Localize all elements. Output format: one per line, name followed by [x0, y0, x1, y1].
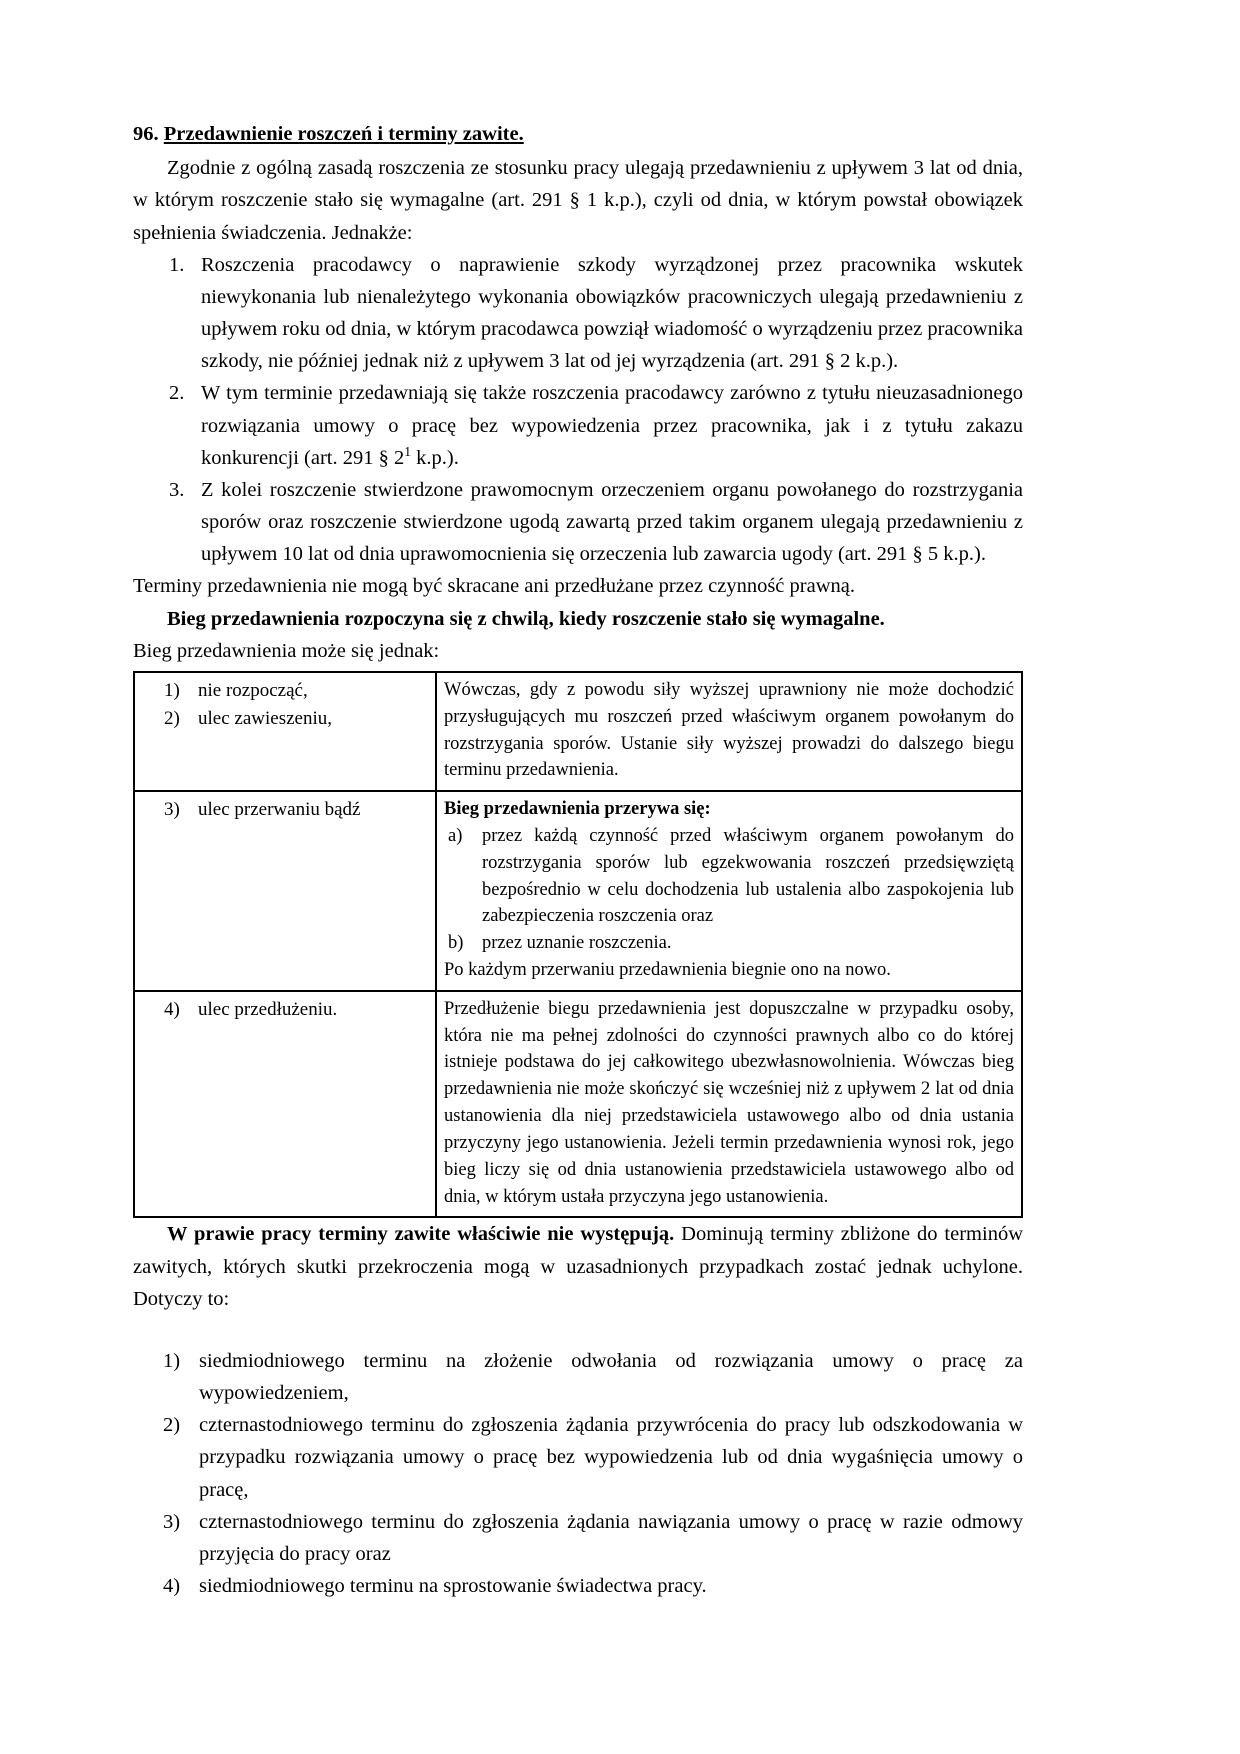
note-however-lead-in: Bieg przedawnienia może się jednak: — [133, 639, 440, 662]
list-marker: 3) — [163, 1510, 181, 1533]
list-marker: 1. — [169, 253, 185, 276]
list-item — [142, 677, 428, 706]
list-item — [133, 1409, 1023, 1506]
intro-paragraph: Zgodnie z ogólną zasadą roszczenia ze stosunku pracy ulegają przedawnieniu z upływem 3 lat od dnia, w którym roszczenie stało się wymagalne (art. 291 § 1 k.p.), czyli od dnia, w którym powstał obowiązek spełnienia świadczenia. Jednakże: — [133, 157, 1023, 244]
list-item — [133, 474, 1023, 571]
table-cell-left — [134, 991, 436, 1218]
heading-title: Przedawnienie roszczeń i terminy zawite. — [163, 123, 524, 145]
list-marker: 1) — [163, 1349, 181, 1372]
cell-closing-note: Po każdym przerwaniu przedawnienia biegnie ono na nowo. — [444, 960, 891, 981]
list-item — [133, 1570, 1023, 1602]
list-marker: a) — [448, 825, 463, 846]
heading-number: 96. — [133, 123, 159, 145]
list-item-text: czternastodniowego terminu do zgłoszenia żądania przywrócenia do pracy lub odszkodowania w przypadku rozwiązania umowy o pracę bez wypowiedzenia lub od dnia wygaśnięcia umowy o pracę, — [199, 1414, 1023, 1501]
table-cell-right — [436, 791, 1022, 991]
list-marker: 2. — [169, 382, 185, 405]
closing-paragraph — [133, 1218, 1023, 1315]
list-marker: 4) — [164, 998, 180, 1020]
table-cell-right — [436, 991, 1022, 1218]
list-item-text: Z kolei roszczenie stwierdzone prawomocnym orzeczeniem organu powołanego do rozstrzygania sporów oraz roszczenie stwierdzone ugodą zawartą przed takim organem ulegają przedawnieniu z upływem 10 lat od dnia uprawomocnienia się orzeczenia lub zawarcia ugody (art. 291 § 5 k.p.). — [201, 478, 1023, 566]
list-item-text: nie rozpocząć, — [198, 679, 308, 701]
table-row — [134, 791, 1022, 991]
list-item — [133, 1345, 1023, 1409]
list-item — [133, 249, 1023, 378]
limitation-effects-table — [133, 671, 1023, 1218]
table-cell-left — [134, 672, 436, 791]
cell-lettered-list — [444, 823, 1014, 957]
list-marker: b) — [448, 933, 464, 954]
list-item — [444, 823, 1014, 930]
closing-bold-lead: W prawie pracy terminy zawite właściwie nie występują. — [167, 1223, 675, 1246]
spacer — [133, 1315, 1023, 1345]
list-item-text-part-b: k.p.). — [411, 446, 459, 469]
list-item-text-part-a: W tym terminie przedawniają się także roszczenia pracodawcy zarówno z tytułu nieuzasadnionego rozwiązania umowy o pracę bez wypowiedzenia przez pracownika, jak i z tytułu zakazu konkurencji (art. 291 § 2 — [201, 382, 1023, 469]
list-item — [142, 705, 428, 734]
table-cell-left — [134, 791, 436, 991]
note-start-of-limitation: Bieg przedawnienia rozpoczyna się z chwilą, kiedy roszczenie stało się wymagalne. — [167, 607, 885, 630]
list-marker: 1) — [164, 679, 180, 701]
list-item-text: siedmiodniowego terminu na złożenie odwołania od rozwiązania umowy o pracę za wypowiedzeniem, — [199, 1349, 1023, 1405]
list-item-text: ulec zawieszeniu, — [198, 708, 332, 730]
list-marker: 2) — [163, 1414, 181, 1437]
table-cell-right — [436, 672, 1022, 791]
cell-item-list — [142, 796, 428, 825]
closing-rest: Dominują terminy zbliżone do terminów zawitych, których skutki przekroczenia mogą w uzasadnionych przypadkach zostać jednak uchylone. Dotyczy to: — [133, 1223, 1023, 1310]
table-row — [134, 991, 1022, 1218]
document-body — [133, 118, 1023, 1602]
superscript-reference: 1 — [404, 443, 412, 459]
list-marker: 3) — [164, 799, 180, 821]
table-row — [134, 672, 1022, 791]
list-item — [444, 930, 1014, 957]
list-marker: 2) — [164, 708, 180, 730]
list-item — [142, 996, 428, 1025]
cell-paragraph: Przedłużenie biegu przedawnienia jest dopuszczalne w przypadku osoby, która nie ma pełnej zdolności do czynności prawnych albo co do której istnieje podstawa do jej całkowitego ubezwłasnowolnienia. Wówczas bieg przedawnienia nie może skończyć się wcześniej niż z upływem 2 lat od dnia ustanowienia dla niej przedstawiciela ustawowego albo od dnia ustania przyczyny jego ustanowienia. Jeżeli termin przedawnienia wynosi rok, jego bieg liczy się od dnia ustanowienia przedstawiciela ustawowego albo od dnia, w którym ustała przyczyna jego ustanowienia. — [444, 998, 1014, 1207]
list-item-text: ulec przerwaniu bądź — [198, 799, 361, 821]
main-numbered-list — [133, 249, 1023, 571]
list-item-text: przez uznanie roszczenia. — [482, 933, 672, 954]
list-item-text: przez każdą czynność przed właściwym organem powołanym do rozstrzygania sporów lub egzekwowania roszczeń przedsięwziętą bezpośrednio w celu dochodzenia lub ustalenia albo zaspokojenia lub zabezpieczenia roszczenia oraz — [482, 825, 1014, 927]
list-item-text: ulec przedłużeniu. — [198, 998, 338, 1020]
section-heading — [133, 118, 1023, 150]
list-item-text: siedmiodniowego terminu na sprostowanie świadectwa pracy. — [199, 1575, 707, 1598]
cell-paragraph: Wówczas, gdy z powodu siły wyższej uprawniony nie może dochodzić przysługujących mu roszczeń przed właściwym organem powołanym do rozstrzygania sporów. Ustanie siły wyższej prowadzi do dalszego biegu terminu przedawnienia. — [444, 679, 1014, 781]
cell-subheading: Bieg przedawnienia przerywa się: — [444, 799, 711, 820]
cell-item-list — [142, 996, 428, 1025]
list-marker: 4) — [163, 1575, 181, 1598]
note-no-shortening: Terminy przedawnienia nie mogą być skracane ani przedłużane przez czynność prawną. — [133, 575, 855, 598]
cell-item-list — [142, 677, 428, 734]
list-item — [142, 796, 428, 825]
list-item — [133, 1506, 1023, 1570]
list-item — [133, 377, 1023, 474]
list-item-text: czternastodniowego terminu do zgłoszenia żądania nawiązania umowy o pracę w razie odmowy przyjęcia do pracy oraz — [199, 1510, 1023, 1565]
list-marker: 3. — [169, 478, 185, 501]
list-item-text: Roszczenia pracodawcy o naprawienie szkody wyrządzonej przez pracownika wskutek niewykonania lub nienależytego wykonania obowiązków pracowniczych ulegają przedawnieniu z upływem roku od dnia, w którym pracodawca powziął wiadomość o wyrządzeniu przez pracownika szkody, nie później jednak niż z upływem 3 lat od jej wyrządzenia (art. 291 § 2 k.p.). — [201, 253, 1023, 373]
final-numbered-list — [133, 1345, 1023, 1602]
